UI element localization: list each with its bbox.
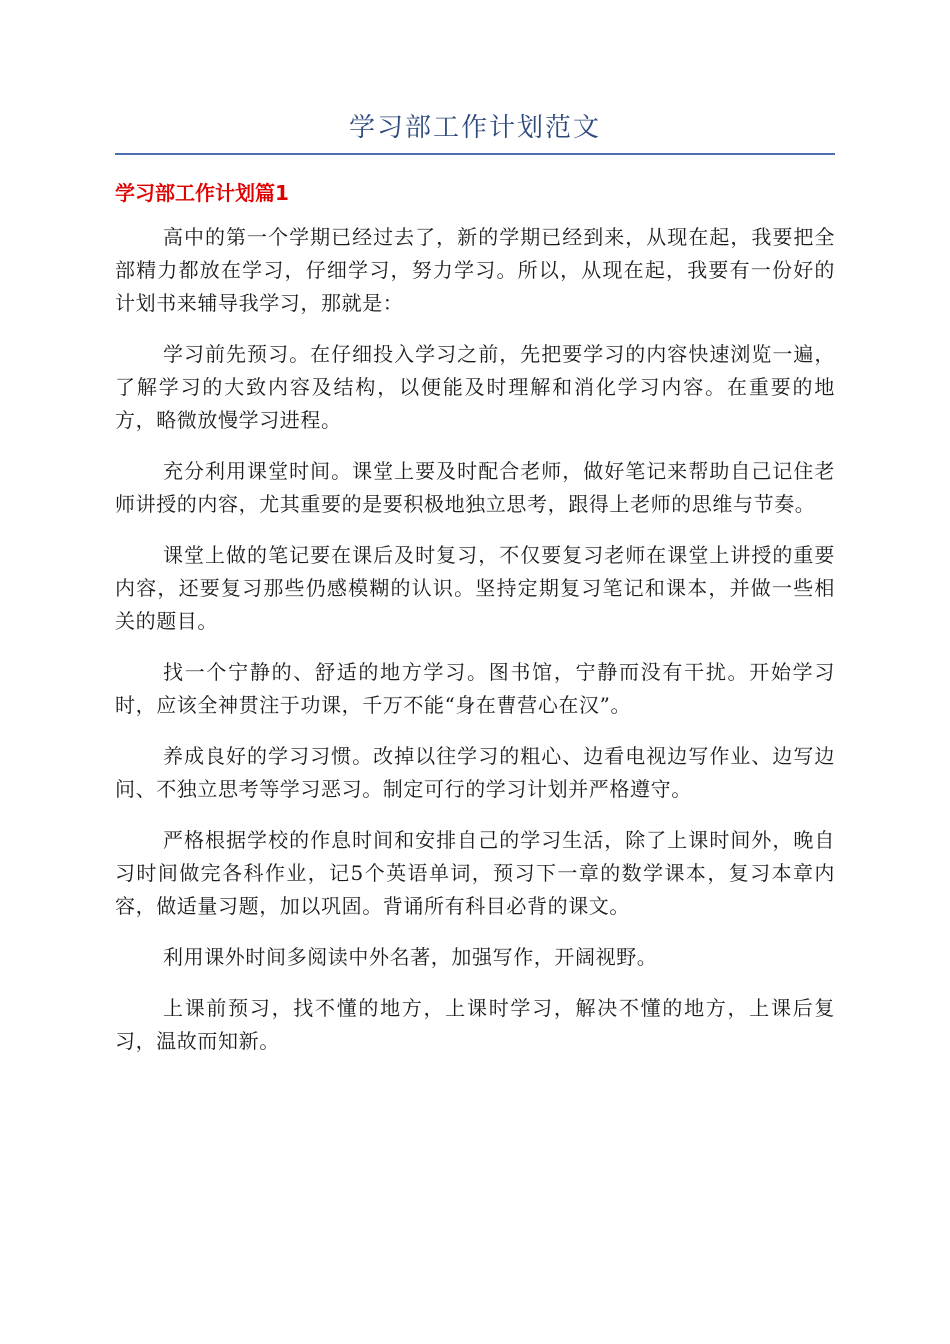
document-page <box>115 108 835 1058</box>
paragraph-5: 找一个宁静的、舒适的地方学习。图书馆，宁静而没有干扰。开始学习时，应该全神贯注于功课，千万不能“身在曹营心在汉”。 <box>115 660 835 717</box>
paragraph-9: 上课前预习，找不懂的地方，上课时学习，解决不懂的地方，上课后复习，温故而知新。 <box>115 996 835 1053</box>
section-heading: 学习部工作计划篇1 <box>115 181 289 205</box>
paragraph-8: 利用课外时间多阅读中外名著，加强写作，开阔视野。 <box>163 945 658 969</box>
paragraph-1: 高中的第一个学期已经过去了，新的学期已经到来，从现在起，我要把全部精力都放在学习，仔细学习，努力学习。所以，从现在起，我要有一份好的计划书来辅导我学习，那就是： <box>115 225 835 315</box>
paragraph-2: 学习前先预习。在仔细投入学习之前，先把要学习的内容快速浏览一遍，了解学习的大致内容及结构，以便能及时理解和消化学习内容。在重要的地方，略微放慢学习进程。 <box>115 342 835 432</box>
paragraph-7: 严格根据学校的作息时间和安排自己的学习生活，除了上课时间外，晚自习时间做完各科作业，记5个英语单词，预习下一章的数学课本，复习本章内容，做适量习题，加以巩固。背诵所有科目必背的课文。 <box>115 828 835 918</box>
paragraph-4: 课堂上做的笔记要在课后及时复习，不仅要复习老师在课堂上讲授的重要内容，还要复习那些仍感模糊的认识。坚持定期复习笔记和课本，并做一些相关的题目。 <box>115 543 835 633</box>
paragraph-3: 充分利用课堂时间。课堂上要及时配合老师，做好笔记来帮助自己记住老师讲授的内容，尤其重要的是要积极地独立思考，跟得上老师的思维与节奏。 <box>115 459 835 516</box>
paragraph-6: 养成良好的学习习惯。改掉以往学习的粗心、边看电视边写作业、边写边问、不独立思考等学习恶习。制定可行的学习计划并严格遵守。 <box>115 744 835 801</box>
document-title: 学习部工作计划范文 <box>115 108 835 155</box>
